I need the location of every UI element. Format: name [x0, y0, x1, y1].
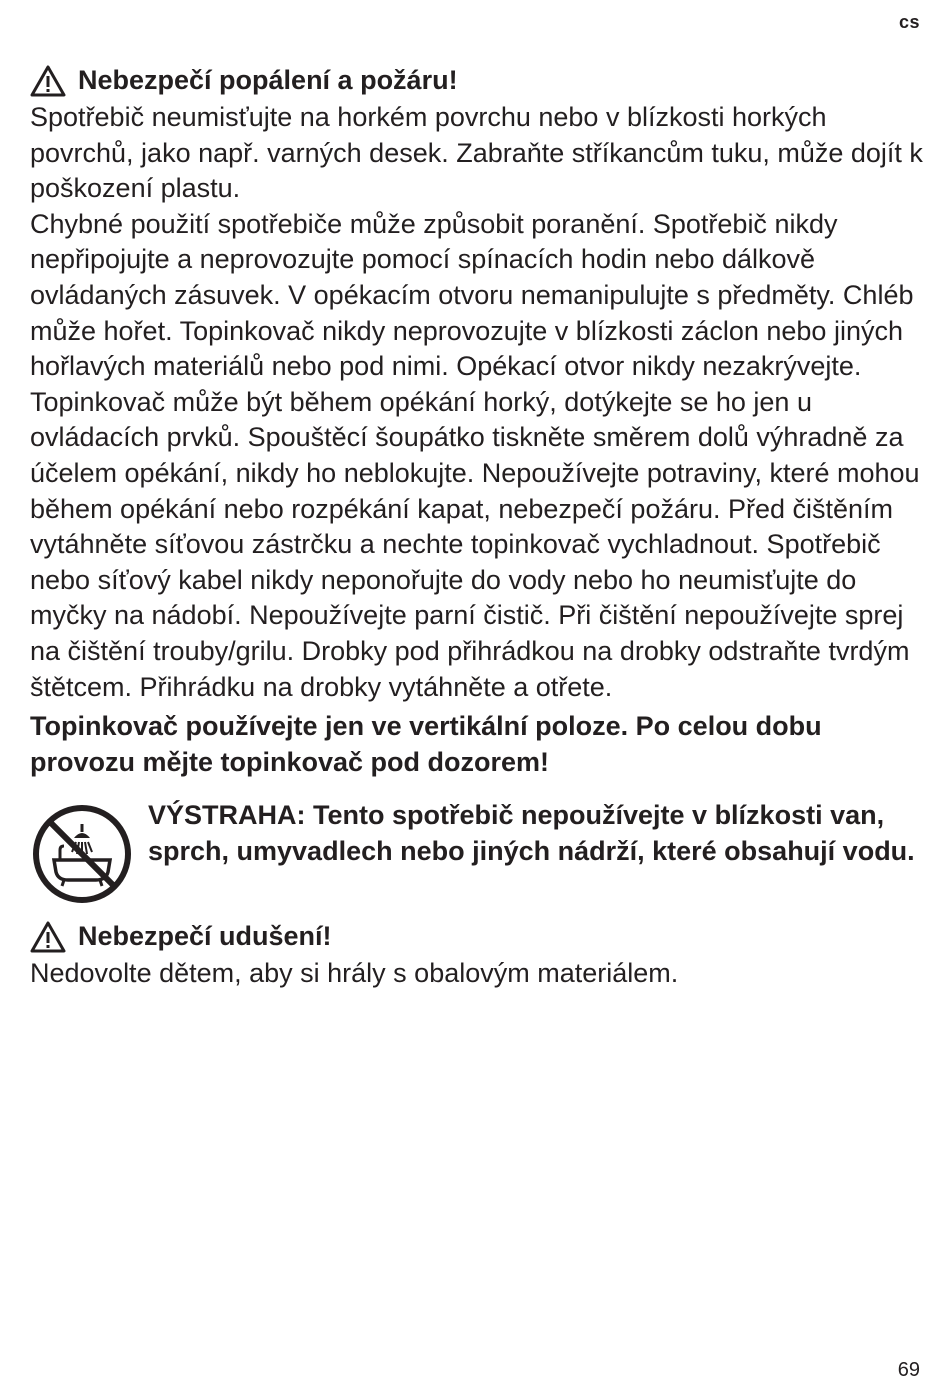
fire-warning-heading [30, 62, 925, 100]
warning-triangle-icon [30, 65, 66, 97]
fire-warning-paragraph-2: Chybné použití spotřebiče může způsobit poranění. Spotřebič nikdy nepřipojujte a neprovozujte pomocí spínacích hodin nebo dálkově ovládaných zásuvek. V opékacím otvoru nemanipulujte s předměty. Chléb může hořet. Topinkovač nikdy neprovozujte v blízkosti záclon nebo jiných hořlavých materiálů nebo pod nimi. Opékací otvor nikdy nezakrývejte. Topinkovač může být během opékání horký, dotýkejte se ho jen u ovládacích prvků. Spouštěcí šoupátko tiskněte směrem dolů výhradně za účelem opékání, nikdy ho neblokujte. Nepoužívejte potraviny, které mohou během opékání nebo rozpékání kapat, nebezpečí požáru. Před čištěním vytáhněte síťovou zástrčku a nechte topinkovač vychladnout. Spotřebič nebo síťový kabel nikdy neponořujte do vody nebo ho neumisťujte do myčky na nádobí. Nepoužívejte parní čistič. Při čištění nepoužívejte sprej na čištění trouby/grilu. Drobky pod přihrádkou na drobky odstraňte tvrdým štětcem. Přihrádku na drobky vytáhněte a otřete. [30, 208, 920, 702]
fire-warning-title: Nebezpečí popálení a požáru! [78, 65, 458, 96]
page-number: 69 [897, 1359, 920, 1381]
fire-warning-paragraph-1: Spotřebič neumisťujte na horkém povrchu nebo v blízkosti horkých povrchů, jako např. varných desek. Zabraňte stříkancům tuku, může dojít k poškození plastu. [30, 102, 923, 204]
page-content [30, 62, 925, 992]
warning-triangle-icon [30, 921, 66, 953]
water-warning [30, 798, 925, 906]
water-warning-text: VÝSTRAHA: Tento spotřebič nepoužívejte v blízkosti van, sprch, umyvadlech nebo jiných nádrží, které obsahují vodu. [148, 800, 915, 866]
fire-warning-bold-notice: Topinkovač používejte jen ve vertikální poloze. Po celou dobu provozu mějte topinkovač pod dozorem! [30, 711, 822, 777]
no-bathtub-icon [30, 802, 134, 906]
language-code: cs [898, 12, 920, 32]
suffocation-warning-title: Nebezpečí udušení! [78, 921, 332, 952]
suffocation-warning-text: Nedovolte dětem, aby si hrály s obalovým materiálem. [30, 958, 679, 989]
suffocation-warning-heading [30, 918, 925, 956]
